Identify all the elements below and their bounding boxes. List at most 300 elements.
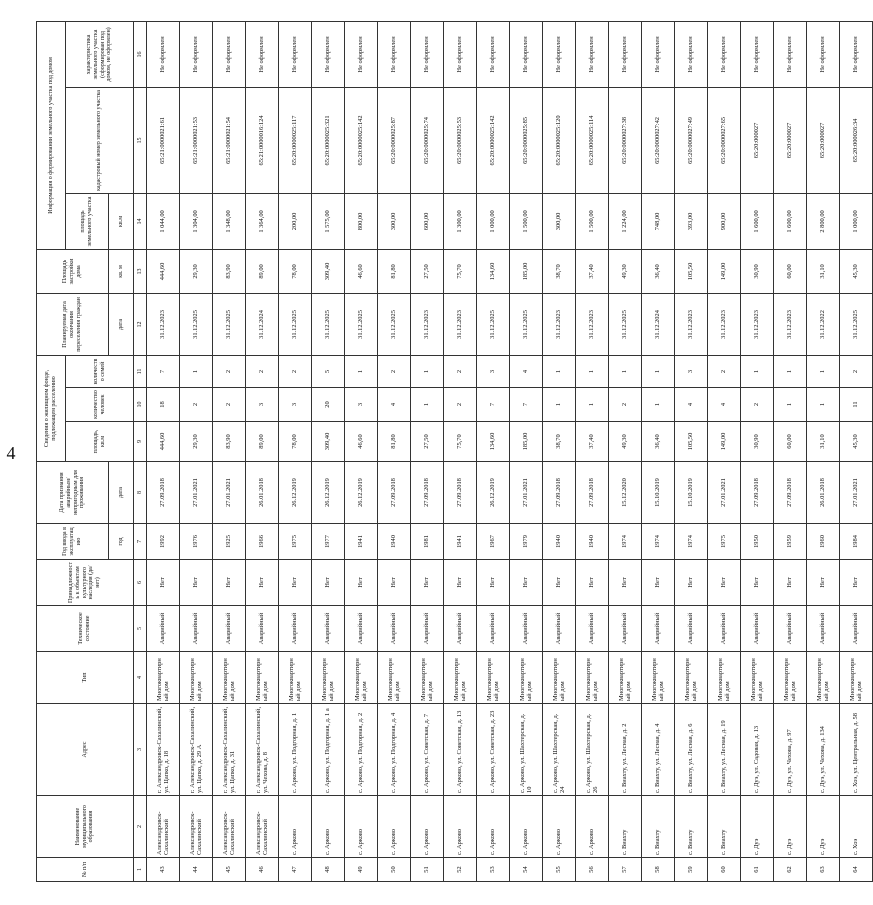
row-land-area: 1 600,00 [774,193,807,249]
row-heritage: Нет [642,560,675,606]
row-year: 1977 [312,524,345,560]
row-tech-state: Аварийный [180,606,213,652]
row-recognition-date: 15.10.2019 [675,462,708,524]
column-index-cell: 15 [134,87,147,193]
row-people: 1 [576,388,609,422]
row-characteristic: Не оформлен [642,21,675,87]
row-area: 75,70 [444,422,477,462]
row-municipality: с. Арково [345,796,378,858]
row-number: 59 [675,858,708,882]
row-area: 78,00 [279,422,312,462]
row-planned-date: 31.12.2025 [213,293,246,355]
row-tech-state: Аварийный [807,606,840,652]
header-recognition-date: Дата признания аварийным/непригодным для проживания [37,462,109,524]
row-heritage: Нет [246,560,279,606]
row-tech-state: Аварийный [246,606,279,652]
row-heritage: Нет [312,560,345,606]
row-building-area: 75,70 [444,249,477,293]
table-row [477,21,510,881]
row-people: 1 [411,388,444,422]
row-tech-state: Аварийный [576,606,609,652]
row-land-area: 1 575,00 [312,193,345,249]
table-row [279,21,312,881]
row-people: 4 [708,388,741,422]
row-year: 1967 [477,524,510,560]
header-num: № п/п [37,858,134,882]
table-row [543,21,576,881]
header-year: Год ввода в эксплуатацию [37,524,109,560]
row-municipality: с. Арково [279,796,312,858]
row-land-area: 1 500,00 [576,193,609,249]
row-building-area: 185,00 [510,249,543,293]
row-building-area: 46,60 [345,249,378,293]
row-building-area: 89,00 [246,249,279,293]
row-type: Многоквартирный дом [576,652,609,704]
row-planned-date: 31.12.2025 [840,293,873,355]
row-address: с. Арково, ул. Шахтерская, д. 10 [510,704,543,796]
row-recognition-date: 27.01.2021 [213,462,246,524]
row-number: 51 [411,858,444,882]
row-planned-date: 31.12.2025 [312,293,345,355]
row-recognition-date: 27.01.2021 [180,462,213,524]
row-heritage: Нет [576,560,609,606]
row-cadastral: 65:20:0000025:114 [576,87,609,193]
row-type: Многоквартирный дом [147,652,180,704]
row-municipality: с. Арково [477,796,510,858]
row-planned-date: 31.12.2023 [411,293,444,355]
row-planned-date: 31.12.2025 [180,293,213,355]
row-land-area: 1 500,00 [510,193,543,249]
row-cadastral: 65:20:0000025:142 [477,87,510,193]
row-number: 53 [477,858,510,882]
row-characteristic: Не оформлен [411,21,444,87]
page-number: 4 [6,443,16,463]
row-characteristic: Не оформлен [741,21,774,87]
row-cadastral: 65:20:0000027:65 [708,87,741,193]
row-type: Многоквартирный дом [312,652,345,704]
row-recognition-date: 26.01.2018 [246,462,279,524]
row-address: с. Арково, ул. Подгорная, д. 2 [345,704,378,796]
row-families: 1 [180,355,213,387]
row-year: 1959 [774,524,807,560]
row-cadastral: 65:20:0000025:87 [378,87,411,193]
row-land-area: 2 800,00 [807,193,840,249]
row-area: 60,00 [774,422,807,462]
row-families: 4 [510,355,543,387]
row-type: Многоквартирный дом [609,652,642,704]
row-people: 18 [147,388,180,422]
header-cadastral: кадастровый номер земельного участка [66,87,134,193]
row-area: 83,90 [213,422,246,462]
row-building-area: 30,90 [741,249,774,293]
row-cadastral: 65:20:0000025:74 [411,87,444,193]
row-type: Многоквартирный дом [279,652,312,704]
row-heritage: Нет [444,560,477,606]
row-people: 20 [312,388,345,422]
row-families: 2 [246,355,279,387]
row-area: 134,60 [477,422,510,462]
table-row [246,21,279,881]
row-characteristic: Не оформлен [708,21,741,87]
row-recognition-date: 27.09.2018 [543,462,576,524]
table-row [642,21,675,881]
row-year: 1940 [378,524,411,560]
row-planned-date: 31.12.2023 [444,293,477,355]
header-area: площадь, кв.м [66,422,134,462]
row-number: 60 [708,858,741,882]
unit-date: дата [109,462,134,524]
table-row [708,21,741,881]
row-building-area: 309,40 [312,249,345,293]
row-cadastral: 65:20:0000027:38 [609,87,642,193]
row-cadastral: 65:21:0000021:61 [147,87,180,193]
row-number: 55 [543,858,576,882]
row-recognition-date: 26.12.2019 [345,462,378,524]
row-people: 3 [246,388,279,422]
row-cadastral: 65:20:0000025:321 [312,87,345,193]
column-index-cell: 7 [134,524,147,560]
row-families: 1 [807,355,840,387]
row-recognition-date: 27.09.2018 [444,462,477,524]
row-families: 1 [609,355,642,387]
table-row [741,21,774,881]
row-municipality: с. Арково [444,796,477,858]
row-planned-date: 31.12.2025 [477,293,510,355]
table-row [774,21,807,881]
row-building-area: 29,30 [180,249,213,293]
row-tech-state: Аварийный [345,606,378,652]
row-type: Многоквартирный дом [510,652,543,704]
table-row [675,21,708,881]
row-type: Многоквартирный дом [411,652,444,704]
column-index-cell: 2 [134,796,147,858]
row-area: 185,00 [510,422,543,462]
row-municipality: с. Арково [576,796,609,858]
row-heritage: Нет [147,560,180,606]
row-address: с. Арково, ул. Подгорная, д. 1 [279,704,312,796]
table-row [807,21,840,881]
row-characteristic: Не оформлен [180,21,213,87]
row-municipality: с. Арково [312,796,345,858]
row-heritage: Нет [477,560,510,606]
row-heritage: Нет [741,560,774,606]
row-recognition-date: 27.09.2018 [378,462,411,524]
row-area: 27,50 [411,422,444,462]
row-heritage: Нет [411,560,444,606]
header-tech-state: Техническое состояние [37,606,134,652]
row-address: с. Арково, ул. Шахтерская, д. 24 [543,704,576,796]
row-year: 1979 [510,524,543,560]
row-families: 2 [708,355,741,387]
header-municipality: Наименование муниципального образования [37,796,134,858]
header-people: количество человек [66,388,134,422]
row-municipality: с. Виахту [642,796,675,858]
row-families: 3 [477,355,510,387]
row-characteristic: Не оформлен [444,21,477,87]
row-building-area: 444,60 [147,249,180,293]
row-municipality: Александровск-Сахалинский [213,796,246,858]
row-cadastral: 65:21:0000021:53 [180,87,213,193]
row-municipality: с. Виахту [675,796,708,858]
row-type: Многоквартирный дом [708,652,741,704]
unit-sqm: кв. м [109,249,134,293]
row-tech-state: Аварийный [774,606,807,652]
row-characteristic: Не оформлен [609,21,642,87]
row-land-area: 1 224,00 [609,193,642,249]
column-index-cell: 11 [134,355,147,387]
row-address: с. Хоэ, ул. Центральная, д. 58 [840,704,873,796]
row-cadastral: 65:20:0000027:42 [642,87,675,193]
row-planned-date: 31.12.2023 [675,293,708,355]
row-recognition-date: 26.01.2018 [807,462,840,524]
row-cadastral: 65:20:000027 [774,87,807,193]
row-year: 1974 [642,524,675,560]
row-year: 1981 [411,524,444,560]
row-people: 7 [510,388,543,422]
row-address: с. Дуэ, ул. Чехова, д. 134 [807,704,840,796]
row-recognition-date: 27.01.2021 [708,462,741,524]
row-municipality: Александровск-Сахалинский [147,796,180,858]
row-tech-state: Аварийный [543,606,576,652]
row-number: 56 [576,858,609,882]
table-row [345,21,378,881]
table-row [180,21,213,881]
row-type: Многоквартирный дом [774,652,807,704]
row-type: Многоквартирный дом [180,652,213,704]
row-heritage: Нет [708,560,741,606]
header-type: Тип [37,652,134,704]
header-residents-group: Сведения о жилищном фонде, подлежащем расселению [37,355,66,461]
row-recognition-date: 26.12.2019 [279,462,312,524]
row-planned-date: 31.12.2023 [708,293,741,355]
row-tech-state: Аварийный [213,606,246,652]
row-recognition-date: 27.09.2018 [774,462,807,524]
row-cadastral: 65:21:0000016:124 [246,87,279,193]
row-year: 1960 [807,524,840,560]
row-type: Многоквартирный дом [477,652,510,704]
row-land-area: 800,00 [345,193,378,249]
row-type: Многоквартирный дом [444,652,477,704]
row-number: 52 [444,858,477,882]
row-heritage: Нет [807,560,840,606]
column-index-cell: 16 [134,21,147,87]
row-characteristic: Не оформлен [345,21,378,87]
row-characteristic: Не оформлен [675,21,708,87]
row-people: 2 [180,388,213,422]
row-cadastral: 65:20:000026:34 [840,87,873,193]
row-building-area: 37,40 [576,249,609,293]
row-cadastral: 65:20:0000025:53 [444,87,477,193]
row-tech-state: Аварийный [510,606,543,652]
row-heritage: Нет [510,560,543,606]
row-land-area: 1 000,00 [477,193,510,249]
header-characteristic: характеристика земельного участка (сформирован под домом, не оформлен) [66,21,134,87]
row-type: Многоквартирный дом [345,652,378,704]
row-municipality: Александровск-Сахалинский [246,796,279,858]
row-people: 2 [213,388,246,422]
row-characteristic: Не оформлен [543,21,576,87]
row-characteristic: Не оформлен [840,21,873,87]
row-recognition-date: 26.12.2019 [312,462,345,524]
row-tech-state: Аварийный [411,606,444,652]
row-area: 38,70 [543,422,576,462]
header-land-area: площадь земельного участка [66,193,109,249]
row-type: Многоквартирный дом [378,652,411,704]
row-address: с. Виахту, ул. Лесная, д. 19 [708,704,741,796]
row-type: Многоквартирный дом [543,652,576,704]
row-heritage: Нет [213,560,246,606]
row-number: 61 [741,858,774,882]
row-address: с. Арково, ул. Советская, д. 7 [411,704,444,796]
row-area: 309,40 [312,422,345,462]
rotated-table-container [36,22,863,882]
row-area: 31,10 [807,422,840,462]
row-address: с. Арково, ул. Подгорная, д. 1 а [312,704,345,796]
row-land-area: 1 348,00 [213,193,246,249]
row-address: г. Александровск-Сахалинский, ул. Цапко, д. 18 [147,704,180,796]
row-land-area: 300,00 [543,193,576,249]
row-heritage: Нет [543,560,576,606]
row-land-area: 748,00 [642,193,675,249]
table-row [510,21,543,881]
row-families: 5 [312,355,345,387]
table-header [37,21,134,881]
row-number: 44 [180,858,213,882]
row-area: 29,30 [180,422,213,462]
row-characteristic: Не оформлен [279,21,312,87]
row-address: с. Арково, ул. Советская, д. 13 [444,704,477,796]
row-families: 1 [345,355,378,387]
row-heritage: Нет [279,560,312,606]
row-tech-state: Аварийный [279,606,312,652]
row-characteristic: Не оформлен [510,21,543,87]
row-number: 47 [279,858,312,882]
table-row [312,21,345,881]
row-building-area: 31,10 [807,249,840,293]
row-families: 2 [840,355,873,387]
row-people: 11 [840,388,873,422]
row-address: г. Александровск-Сахалинский, ул. Чехова, д. 8 [246,704,279,796]
row-families: 7 [147,355,180,387]
row-land-area: 1 364,00 [246,193,279,249]
row-number: 48 [312,858,345,882]
row-heritage: Нет [180,560,213,606]
row-building-area: 49,30 [609,249,642,293]
column-index-cell: 13 [134,249,147,293]
row-number: 57 [609,858,642,882]
header-families: количество семей [66,355,134,387]
row-building-area: 105,50 [675,249,708,293]
row-address: с. Дуэ, ул. Чехова, д. 97 [774,704,807,796]
row-families: 2 [378,355,411,387]
table-row [411,21,444,881]
row-building-area: 38,70 [543,249,576,293]
row-planned-date: 31.12.2025 [279,293,312,355]
row-land-area: 1 600,00 [741,193,774,249]
row-cadastral: 65:20:0000025:117 [279,87,312,193]
row-families: 2 [279,355,312,387]
row-area: 30,90 [741,422,774,462]
row-planned-date: 31.12.2025 [378,293,411,355]
header-land-group: Информация о формировании земельного участка под домом [37,21,66,249]
row-number: 63 [807,858,840,882]
row-tech-state: Аварийный [312,606,345,652]
column-index-cell: 9 [134,422,147,462]
row-building-area: 27,50 [411,249,444,293]
row-people: 3 [279,388,312,422]
row-address: с. Виахту, ул. Лесная, д. 6 [675,704,708,796]
row-tech-state: Аварийный [444,606,477,652]
row-tech-state: Аварийный [378,606,411,652]
column-index-cell: 3 [134,704,147,796]
row-tech-state: Аварийный [675,606,708,652]
row-land-area: 393,00 [675,193,708,249]
row-recognition-date: 26.12.2019 [477,462,510,524]
header-heritage: Принадлежность к объектам культурного наследия (да/нет) [37,560,134,606]
row-families: 1 [411,355,444,387]
row-people: 4 [675,388,708,422]
row-tech-state: Аварийный [840,606,873,652]
row-tech-state: Аварийный [477,606,510,652]
row-municipality: с. Виахту [708,796,741,858]
row-year: 1975 [279,524,312,560]
row-families: 1 [741,355,774,387]
row-address: с. Арково, ул. Подгорная, д. 4 [378,704,411,796]
column-index-cell: 1 [134,858,147,882]
row-building-area: 149,00 [708,249,741,293]
row-type: Многоквартирный дом [675,652,708,704]
unit-sqm-land: кв.м [109,193,134,249]
row-planned-date: 31.12.2025 [510,293,543,355]
row-year: 1974 [675,524,708,560]
row-planned-date: 31.12.2025 [345,293,378,355]
row-year: 1966 [246,524,279,560]
row-cadastral: 65:21:0000021:54 [213,87,246,193]
row-number: 54 [510,858,543,882]
row-heritage: Нет [774,560,807,606]
row-planned-date: 31.12.2024 [246,293,279,355]
row-characteristic: Не оформлен [246,21,279,87]
row-people: 1 [642,388,675,422]
row-land-area: 1 044,00 [147,193,180,249]
table-body [134,21,873,881]
row-year: 1940 [576,524,609,560]
row-characteristic: Не оформлен [378,21,411,87]
row-families: 1 [642,355,675,387]
row-address: с. Арково, ул. Шахтерская, д. 26 [576,704,609,796]
row-area: 36,40 [642,422,675,462]
row-year: 1940 [543,524,576,560]
row-address: г. Александровск-Сахалинский, ул. Цапко, д. 29 А [180,704,213,796]
row-year: 1974 [609,524,642,560]
row-cadastral: 65:20:000027 [741,87,774,193]
row-type: Многоквартирный дом [840,652,873,704]
row-families: 2 [444,355,477,387]
row-municipality: с. Арково [543,796,576,858]
row-number: 58 [642,858,675,882]
row-tech-state: Аварийный [609,606,642,652]
row-heritage: Нет [345,560,378,606]
column-index-cell: 5 [134,606,147,652]
row-people: 2 [741,388,774,422]
row-year: 1975 [708,524,741,560]
row-number: 64 [840,858,873,882]
row-area: 89,00 [246,422,279,462]
row-people: 4 [378,388,411,422]
row-year: 1950 [741,524,774,560]
row-characteristic: Не оформлен [774,21,807,87]
column-index-cell: 6 [134,560,147,606]
